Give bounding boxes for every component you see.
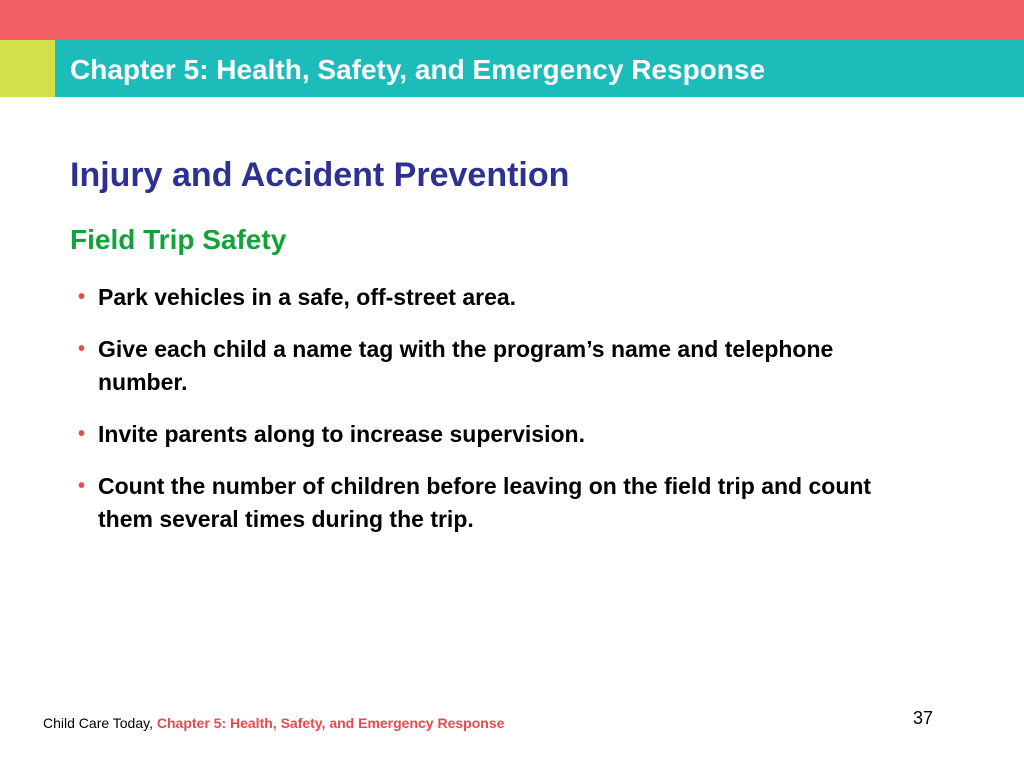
footer-chapter-title: Chapter 5: Health, Safety, and Emergency Response [156, 715, 505, 731]
bullet-text: Count the number of children before leaving on the field trip and count them several times during the trip. [98, 473, 872, 532]
bullet-text: Park vehicles in a safe, off-street area. [98, 284, 517, 310]
slide-subheading: Field Trip Safety [70, 224, 287, 255]
footer-book-title: Child Care Today, [43, 715, 153, 731]
bullet-item [76, 281, 876, 314]
bullet-dot-icon: • [78, 423, 86, 445]
top-color-band [0, 0, 1024, 40]
footer-citation [43, 714, 504, 732]
accent-block [0, 40, 55, 97]
bullet-text: Give each child a name tag with the program’s name and telephone number. [98, 336, 834, 395]
bullet-dot-icon: • [78, 475, 86, 497]
bullet-item [76, 418, 876, 451]
bullet-item [76, 470, 876, 536]
header-title: Chapter 5: Health, Safety, and Emergency Response [70, 54, 766, 85]
slide-heading: Injury and Accident Prevention [70, 156, 570, 194]
bullet-text: Invite parents along to increase supervision. [98, 421, 585, 447]
bullet-dot-icon: • [78, 338, 86, 360]
bullet-list [76, 281, 876, 555]
bullet-item [76, 333, 876, 399]
bullet-dot-icon: • [78, 286, 86, 308]
page-number: 37 [913, 708, 934, 728]
